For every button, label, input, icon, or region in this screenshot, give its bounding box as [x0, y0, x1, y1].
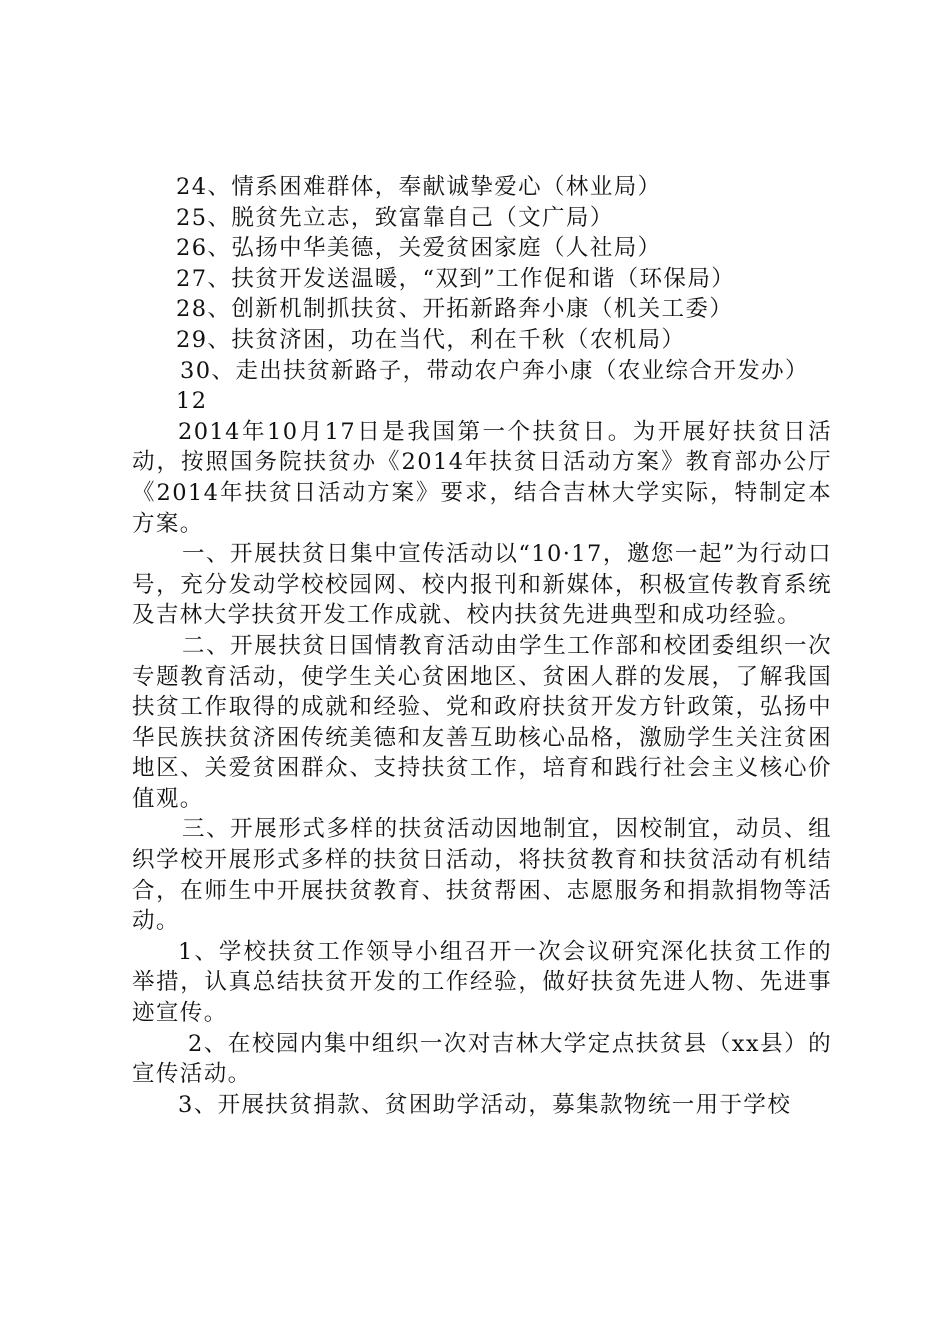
list-item: 28、创新机制抓扶贫、开拓新路奔小康（机关工委）	[176, 296, 734, 323]
section-2-paragraph: 二、开展扶贫日国情教育活动由学生工作部和校团委组织一次专题教育活动，使学生关心贫困地区、贫困人群的发展，了解我国扶贫工作取得的成就和经验、党和政府扶贫开发方针政策，弘扬中华民族扶贫济困传统美德和友善互助核心品格，激励学生关注贫困地区、关爱贫困群众、支持扶贫工作，培育和践行社会主义核心价值观。	[132, 632, 832, 812]
item-3-paragraph: 3、开展扶贫捐款、贫困助学活动，募集款物统一用于学校	[178, 1091, 792, 1118]
list-item: 26、弘扬中华美德，关爱贫困家庭（人社局）	[176, 235, 662, 262]
item-1-paragraph: 1、学校扶贫工作领导小组召开一次会议研究深化扶贫工作的举措，认真总结扶贫开发的工作经验，做好扶贫先进人物、先进事迹宣传。	[132, 938, 832, 1027]
document-body	[132, 172, 832, 1120]
section-number: 12	[176, 388, 208, 415]
list-item: 30、走出扶贫新路子，带动农户奔小康（农业综合开发办）	[180, 357, 809, 384]
list-item: 25、脱贫先立志，致富靠自己（文广局）	[176, 204, 614, 231]
intro-paragraph: 2014年10月17日是我国第一个扶贫日。为开展好扶贫日活动，按照国务院扶贫办《2014年扶贫日活动方案》教育部办公厅《2014年扶贫日活动方案》要求，结合吉林大学实际，特制定本方案。	[132, 418, 832, 537]
list-item: 29、扶贫济困，功在当代，利在千秋（农机局）	[176, 326, 686, 353]
section-3-paragraph: 三、开展形式多样的扶贫活动因地制宜，因校制宜，动员、组织学校开展形式多样的扶贫日活动，将扶贫教育和扶贫活动有机结合，在师生中开展扶贫教育、扶贫帮困、志愿服务和捐款捐物等活动。	[132, 816, 832, 935]
section-1-paragraph: 一、开展扶贫日集中宣传活动以“10·17，邀您一起”为行动口号，充分发动学校校园网、校内报刊和新媒体，积极宣传教育系统及吉林大学扶贫开发工作成就、校内扶贫先进典型和成功经验。	[132, 541, 832, 629]
list-item: 27、扶贫开发送温暖，“双到”工作促和谐（环保局）	[176, 265, 736, 292]
list-item: 24、情系困难群体，奉献诚挚爱心（林业局）	[176, 174, 662, 200]
item-2-paragraph: 2、在校园内集中组织一次对吉林大学定点扶贫县（xx县）的宣传活动。	[132, 1030, 832, 1088]
